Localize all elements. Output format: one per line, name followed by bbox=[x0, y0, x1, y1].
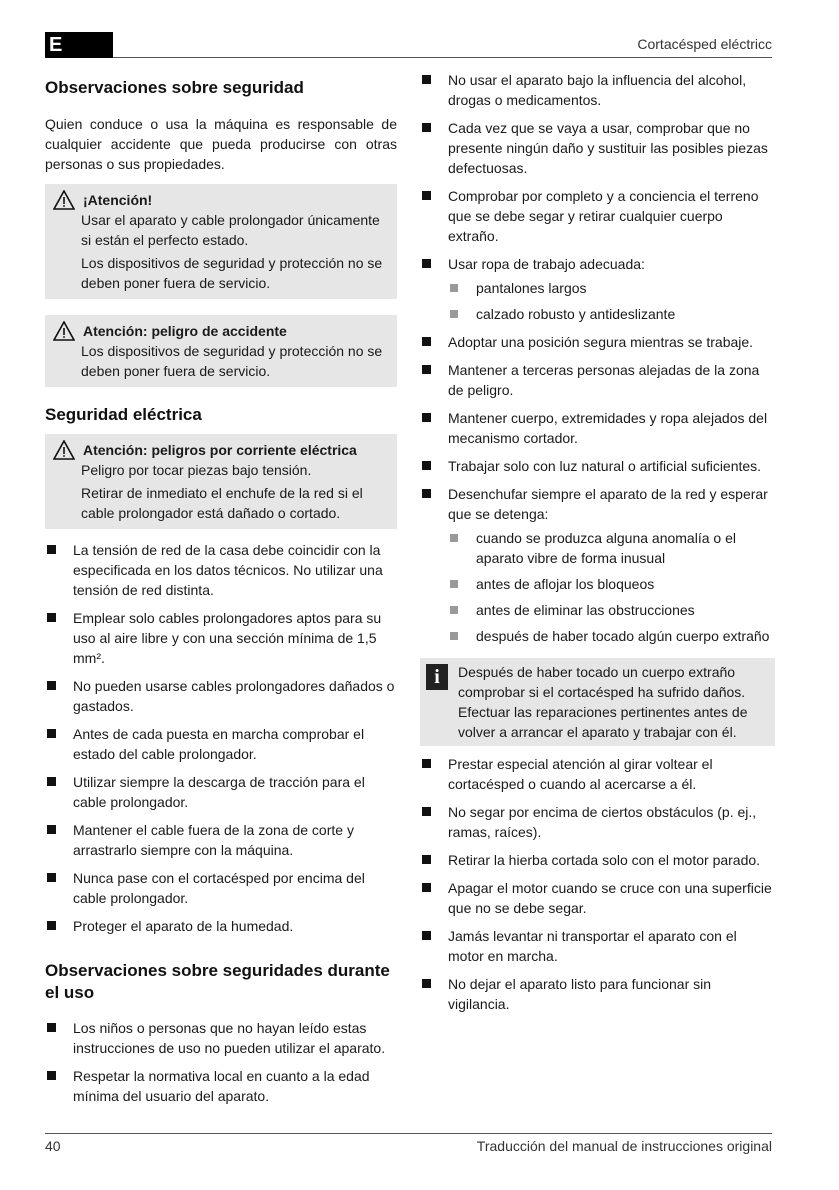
sub-list-item: pantalones largos bbox=[448, 278, 775, 298]
info-text: Después de haber tocado un cuerpo extraño comprobar si el cortacésped ha sufrido daños. Efectuar las reparaciones pertinentes antes de volver a arrancar el aparato y trabajar con él. bbox=[458, 664, 748, 740]
sub-list-item: antes de aflojar los bloqueos bbox=[448, 574, 775, 594]
info-box bbox=[420, 658, 775, 746]
warning-line: Los dispositivos de seguridad y protección no se deben poner fuera de servicio. bbox=[81, 343, 383, 379]
intro-paragraph: Quien conduce o usa la máquina es responsable de cualquier accidente que pueda producirse con otras personas o sus propiedades. bbox=[45, 116, 397, 172]
usage-list-c bbox=[420, 754, 775, 1022]
list-item: Jamás levantar ni transportar el aparato con el motor en marcha. bbox=[420, 926, 775, 966]
warning-line: Los dispositivos de seguridad y protección no se deben poner fuera de servicio. bbox=[81, 255, 383, 291]
warning-box-electric bbox=[45, 434, 397, 529]
list-item: No segar por encima de ciertos obstáculos (p. ej., ramas, raíces). bbox=[420, 802, 775, 842]
sub-list-item: antes de eliminar las obstrucciones bbox=[448, 600, 775, 620]
page-number: 40 bbox=[45, 1138, 61, 1154]
list-item: No pueden usarse cables prolongadores dañados o gastados. bbox=[45, 676, 397, 716]
list-item: Utilizar siempre la descarga de tracción para el cable prolongador. bbox=[45, 772, 397, 812]
list-item: Cada vez que se vaya a usar, comprobar que no presente ningún daño y sustituir las posibles piezas defectuosas. bbox=[420, 118, 775, 178]
list-item: Comprobar por completo y a conciencia el terreno que se debe segar y retirar cualquier cuerpo extraño. bbox=[420, 186, 775, 246]
list-item: Mantener a terceras personas alejadas de la zona de peligro. bbox=[420, 360, 775, 400]
warning-title: ¡Atención! bbox=[83, 192, 153, 208]
electrical-list bbox=[45, 540, 397, 944]
list-item: Mantener cuerpo, extremidades y ropa alejados del mecanismo cortador. bbox=[420, 408, 775, 448]
info-icon: i bbox=[426, 664, 448, 690]
header-rule bbox=[113, 57, 772, 58]
use-list bbox=[45, 1018, 397, 1114]
list-item: Antes de cada puesta en marcha comprobar el estado del cable prolongador. bbox=[45, 724, 397, 764]
warning-line: Peligro por tocar piezas bajo tensión. bbox=[81, 462, 312, 478]
heading-safety: Observaciones sobre seguridad bbox=[45, 78, 304, 97]
list-item: Desenchufar siempre el aparato de la red y esperar que se detenga: cuando se produzca alguna anomalía o el aparato vibre de forma inusual antes de aflojar los bloqueos antes de eliminar las obstrucciones después de haber tocado algún cuerpo extraño bbox=[420, 484, 775, 646]
list-item: La tensión de red de la casa debe coincidir con la especificada en los datos técnicos. No utilizar una tensión de red distinta. bbox=[45, 540, 397, 600]
list-item: Proteger el aparato de la humedad. bbox=[45, 916, 397, 936]
list-item: Respetar la normativa local en cuanto a la edad mínima del usuario del aparato. bbox=[45, 1066, 397, 1106]
list-item: Adoptar una posición segura mientras se trabaje. bbox=[420, 332, 775, 352]
list-item: Retirar la hierba cortada solo con el motor parado. bbox=[420, 850, 775, 870]
warning-triangle-icon bbox=[53, 321, 75, 341]
list-item: Mantener el cable fuera de la zona de corte y arrastrarlo siempre con la máquina. bbox=[45, 820, 397, 860]
language-badge: E bbox=[45, 32, 113, 58]
footer-rule bbox=[45, 1133, 772, 1134]
warning-title: Atención: peligro de accidente bbox=[83, 323, 287, 339]
warning-box-accident bbox=[45, 315, 397, 387]
header-title: Cortacésped eléctricc bbox=[637, 36, 772, 52]
list-item: Los niños o personas que no hayan leído estas instrucciones de uso no pueden utilizar el aparato. bbox=[45, 1018, 397, 1058]
warning-triangle-icon bbox=[53, 440, 75, 460]
list-item: No usar el aparato bajo la influencia del alcohol, drogas o medicamentos. bbox=[420, 70, 775, 110]
footer-text: Traducción del manual de instrucciones original bbox=[476, 1138, 772, 1154]
warning-box-attention bbox=[45, 184, 397, 299]
list-item: Trabajar solo con luz natural o artificial suficientes. bbox=[420, 456, 775, 476]
warning-title: Atención: peligros por corriente eléctrica bbox=[83, 442, 357, 458]
warning-line: Retirar de inmediato el enchufe de la red si el cable prolongador está dañado o cortado. bbox=[81, 485, 363, 521]
sub-list-item: cuando se produzca alguna anomalía o el aparato vibre de forma inusual bbox=[448, 528, 775, 568]
usage-list-a bbox=[420, 70, 775, 654]
list-item: Nunca pase con el cortacésped por encima del cable prolongador. bbox=[45, 868, 397, 908]
sub-list-item: calzado robusto y antideslizante bbox=[448, 304, 775, 324]
list-item: Apagar el motor cuando se cruce con una superficie que no se debe segar. bbox=[420, 878, 775, 918]
heading-use: Observaciones sobre seguridades durante el uso bbox=[45, 961, 390, 1002]
list-item: Emplear solo cables prolongadores aptos para su uso al aire libre y con una sección mínima de 1,5 mm². bbox=[45, 608, 397, 668]
clothing-sublist bbox=[448, 278, 775, 324]
list-item: Usar ropa de trabajo adecuada: pantalones largos calzado robusto y antideslizante bbox=[420, 254, 775, 324]
sub-list-item: después de haber tocado algún cuerpo extraño bbox=[448, 626, 775, 646]
unplug-sublist bbox=[448, 528, 775, 646]
heading-electrical: Seguridad eléctrica bbox=[45, 405, 202, 424]
warning-line: Usar el aparato y cable prolongador únicamente si están el perfecto estado. bbox=[81, 212, 380, 248]
list-item: Prestar especial atención al girar voltear el cortacésped o cuando al acercarse a él. bbox=[420, 754, 775, 794]
list-item: No dejar el aparato listo para funcionar sin vigilancia. bbox=[420, 974, 775, 1014]
warning-triangle-icon bbox=[53, 190, 75, 210]
